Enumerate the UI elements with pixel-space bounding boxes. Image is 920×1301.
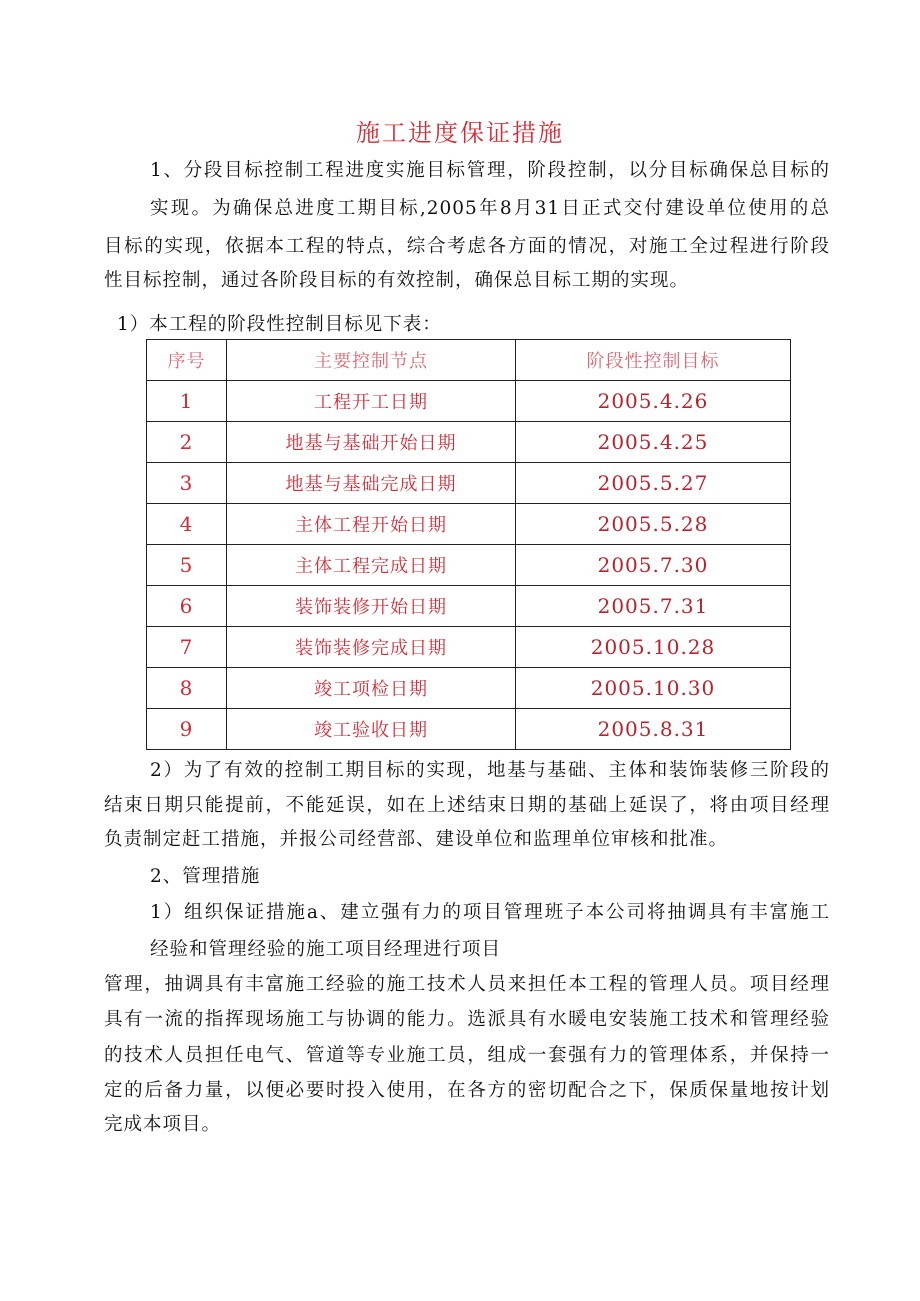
- paragraph-4-line-5: 完成本项目。: [104, 1114, 222, 1135]
- paragraph-4-line-2: 具有一流的指挥现场施工与协调的能力。选派具有水暖电安装施工技术和管理经验: [104, 1009, 830, 1030]
- table-intro: 1）本工程的阶段性控制目标见下表：: [117, 314, 442, 335]
- row-node: 装饰装修开始日期: [227, 586, 516, 627]
- table-row: [147, 627, 791, 668]
- table-row: [147, 422, 791, 463]
- row-no: 8: [147, 668, 227, 709]
- paragraph-4-line-4: 定的后备力量，以便必要时投入使用，在各方的密切配合之下，保质保量地按计划: [104, 1080, 830, 1101]
- row-node: 竣工验收日期: [227, 709, 516, 750]
- table-header-row: [147, 340, 791, 381]
- row-no: 5: [147, 545, 227, 586]
- row-no: 2: [147, 422, 227, 463]
- paragraph-2-line-3: 负责制定赶工措施，并报公司经营部、建设单位和监理单位审核和批准。: [104, 829, 729, 850]
- row-no: 3: [147, 463, 227, 504]
- table-row: [147, 586, 791, 627]
- row-target: 2005.4.26: [516, 381, 791, 422]
- paragraph-4-line-3: 的技术人员担任电气、管道等专业施工员，组成一套强有力的管理体系，并保持一: [104, 1045, 830, 1066]
- paragraph-3-line-1: 1）组织保证措施a、建立强有力的项目管理班子本公司将抽调具有丰富施工: [150, 902, 830, 923]
- row-target: 2005.10.28: [516, 627, 791, 668]
- row-node: 装饰装修完成日期: [227, 627, 516, 668]
- paragraph-1-line-1: 1、分段目标控制工程进度实施目标管理，阶段控制，以分目标确保总目标的: [150, 160, 830, 181]
- row-node: 地基与基础完成日期: [227, 463, 516, 504]
- row-target: 2005.8.31: [516, 709, 791, 750]
- row-node: 主体工程完成日期: [227, 545, 516, 586]
- row-target: 2005.4.25: [516, 422, 791, 463]
- row-no: 9: [147, 709, 227, 750]
- section-2-heading: 2、管理措施: [150, 866, 261, 887]
- paragraph-1-line-4: 性目标控制，通过各阶段目标的有效控制，确保总目标工期的实现。: [104, 270, 690, 291]
- row-node: 竣工项检日期: [227, 668, 516, 709]
- row-no: 1: [147, 381, 227, 422]
- row-node: 地基与基础开始日期: [227, 422, 516, 463]
- paragraph-2-line-1: 2）为了有效的控制工期目标的实现，地基与基础、主体和装饰装修三阶段的: [150, 760, 830, 781]
- table-row: [147, 545, 791, 586]
- row-node: 工程开工日期: [227, 381, 516, 422]
- table-row: [147, 668, 791, 709]
- row-target: 2005.7.31: [516, 586, 791, 627]
- paragraph-1-line-2: 实现。为确保总进度工期目标,2005年8月31日正式交付建设单位使用的总: [150, 198, 830, 219]
- table-row: [147, 504, 791, 545]
- table-row: [147, 709, 791, 750]
- row-no: 7: [147, 627, 227, 668]
- table-row: [147, 381, 791, 422]
- row-no: 6: [147, 586, 227, 627]
- row-target: 2005.10.30: [516, 668, 791, 709]
- row-target: 2005.7.30: [516, 545, 791, 586]
- paragraph-3-line-2: 经验和管理经验的施工项目经理进行项目: [150, 939, 502, 960]
- paragraph-2-line-2: 结束日期只能提前，不能延误，如在上述结束日期的基础上延误了，将由项目经理: [104, 795, 830, 816]
- row-node: 主体工程开始日期: [227, 504, 516, 545]
- header-node: 主要控制节点: [227, 340, 516, 381]
- paragraph-4-line-1: 管理，抽调具有丰富施工经验的施工技术人员来担任本工程的管理人员。项目经理: [104, 974, 830, 995]
- header-target: 阶段性控制目标: [516, 340, 791, 381]
- row-no: 4: [147, 504, 227, 545]
- table-row: [147, 463, 791, 504]
- paragraph-1-line-3: 目标的实现，依据本工程的特点，综合考虑各方面的情况，对施工全过程进行阶段: [104, 236, 830, 257]
- page-title: 施工进度保证措施: [356, 119, 564, 147]
- row-target: 2005.5.27: [516, 463, 791, 504]
- header-no: 序号: [147, 340, 227, 381]
- row-target: 2005.5.28: [516, 504, 791, 545]
- schedule-table: [146, 339, 791, 750]
